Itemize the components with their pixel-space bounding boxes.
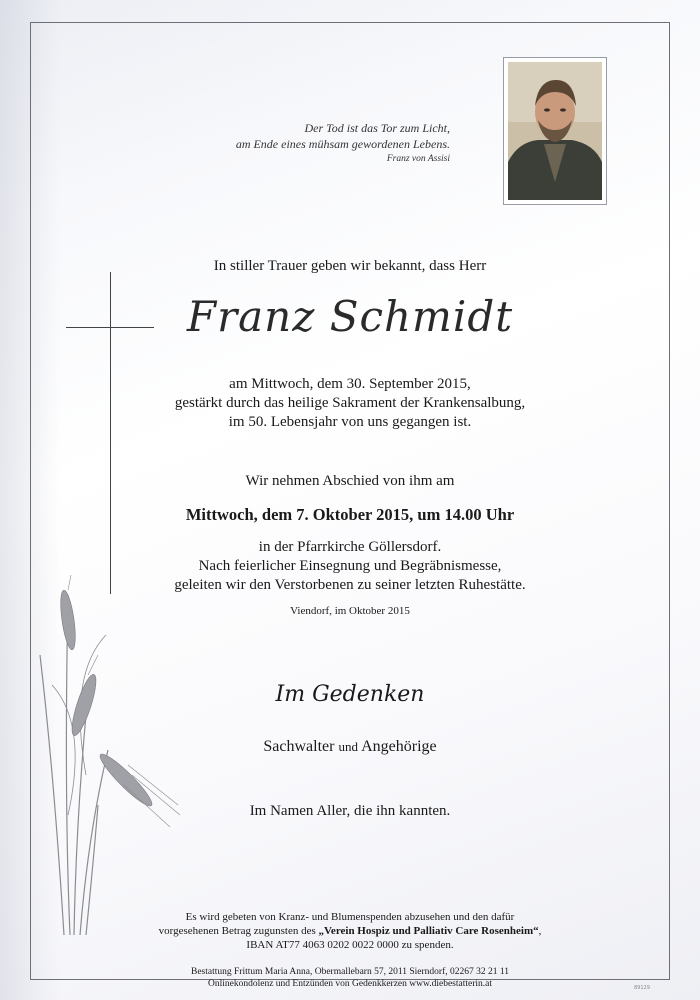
portrait-image <box>508 62 602 200</box>
donation-line-3: IBAN AT77 4063 0202 0022 0000 zu spenden. <box>246 939 454 951</box>
funeral-date: Mittwoch, dem 7. Oktober 2015, um 14.00 Uhr <box>185 505 515 524</box>
donation-line-2-post: , <box>538 925 542 937</box>
charity-name: „Verein Hospiz und Palliativ Care Rosenheim“ <box>318 925 539 937</box>
in-memory-heading: Im Gedenken <box>275 682 425 707</box>
death-notice <box>0 375 700 432</box>
family-connector: und <box>338 739 358 754</box>
donation-line-2-pre: vorgesehenen Betrag zugunsten des <box>158 925 319 937</box>
family-part-1: Sachwalter <box>263 738 335 755</box>
intro-text: In stiller Trauer geben wir bekannt, dass Herr <box>213 258 487 274</box>
deceased-name: Franz Schmidt <box>186 292 514 341</box>
donation-line-2 <box>0 924 700 938</box>
quote-block <box>170 120 450 166</box>
death-line-2: gestärkt durch das heilige Sakrament der Krankensalbung, <box>174 395 526 411</box>
donation-request <box>0 910 700 952</box>
quote-line-1: Der Tod ist das Tor zum Licht, <box>304 121 450 135</box>
ceremony-line-3: geleiten wir den Verstorbenen zu seiner letzten Ruhestätte. <box>174 577 526 593</box>
family-part-2: Angehörige <box>361 738 437 755</box>
death-line-3: im 50. Lebensjahr von uns gegangen ist. <box>228 414 472 430</box>
ceremony-line-2: Nach feierlicher Einsegnung und Begräbnismesse, <box>198 558 502 574</box>
portrait-photo <box>503 57 607 205</box>
quote-line-2: am Ende eines mühsam gewordenen Lebens. <box>235 137 450 151</box>
undertaker-footer <box>0 966 700 990</box>
family-line <box>0 738 700 756</box>
donation-line-1: Es wird gebeten von Kranz- und Blumenspenden abzusehen und den dafür <box>185 911 515 923</box>
ceremony-details <box>0 538 700 595</box>
ceremony-line-1: in der Pfarrkirche Göllersdorf. <box>258 539 442 555</box>
footer-line-2: Onlinekondolenz und Entzünden von Gedenkkerzen www.diebestatterin.at <box>207 979 493 989</box>
print-code: 89129 <box>634 985 650 991</box>
footer-line-1: Bestattung Frittum Maria Anna, Obermallebarn 57, 2011 Sierndorf, 02267 32 21 11 <box>190 967 510 977</box>
quote-author: Franz von Assisi <box>386 154 450 164</box>
place-date: Viendorf, im Oktober 2015 <box>290 605 410 617</box>
death-line-1: am Mittwoch, dem 30. September 2015, <box>229 376 471 392</box>
closing-line: Im Namen Aller, die ihn kannten. <box>249 803 451 819</box>
farewell-intro: Wir nehmen Abschied von ihm am <box>245 473 455 489</box>
